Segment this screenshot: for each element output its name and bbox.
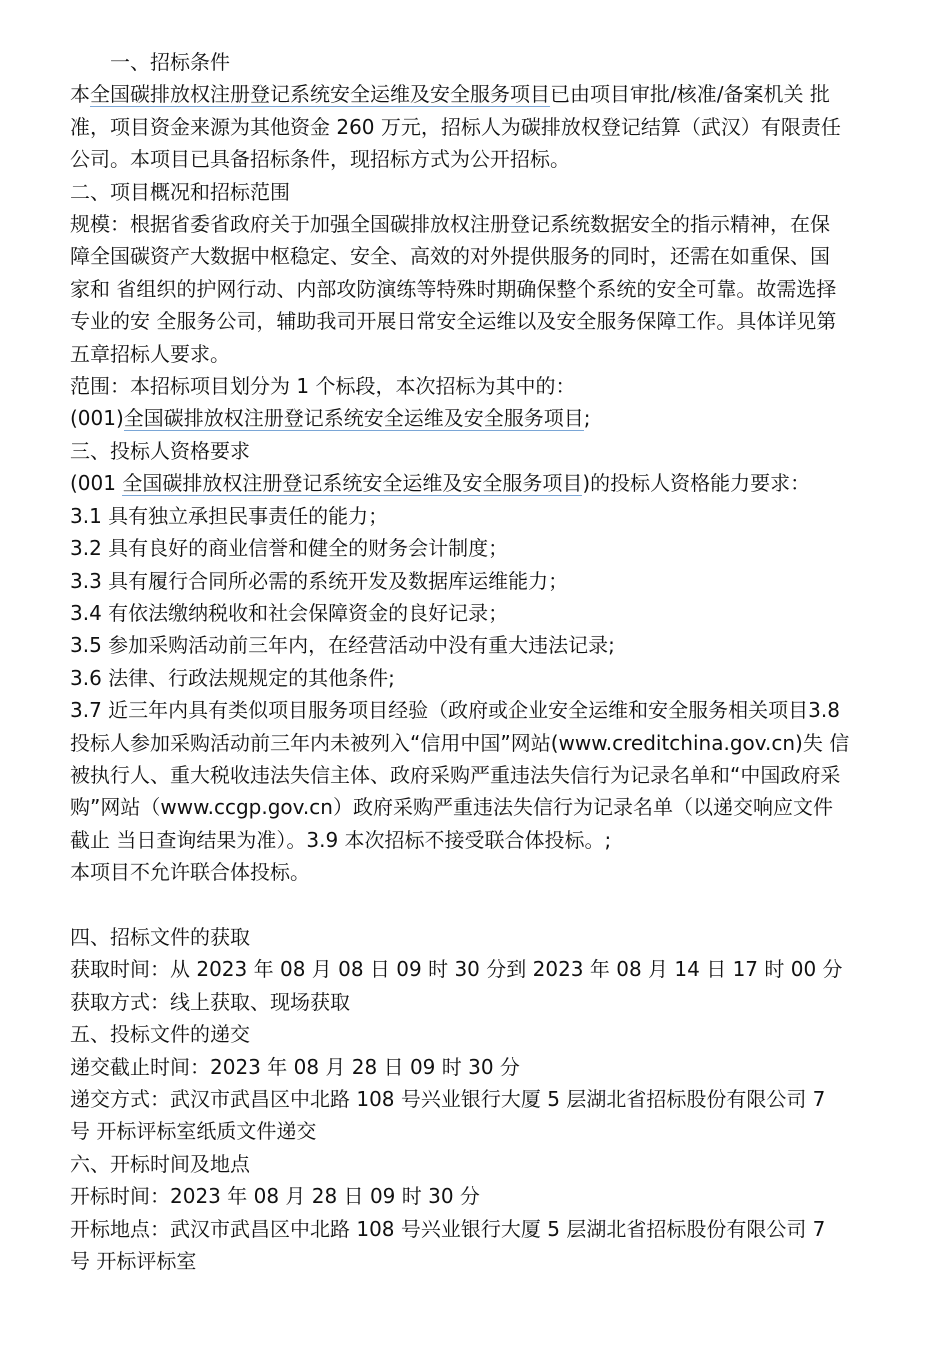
paragraph-line: 公司。本项目已具备招标条件，现招标方式为公开招标。 (70, 147, 570, 172)
paragraph-line: 规模：根据省委省政府关于加强全国碳排放权注册登记系统数据安全的指示精神，在保 (70, 212, 830, 237)
paragraph-line: 本项目不允许联合体投标。 (70, 860, 310, 885)
paragraph-line: 号 开标评标室纸质文件递交 (70, 1119, 317, 1144)
requirement-item: 3.2 具有良好的商业信誉和健全的财务会计制度； (70, 536, 509, 561)
project-name-link: 全国碳排放权注册登记系统安全运维及安全服务项目 (122, 471, 583, 496)
paragraph-line: (001 全国碳排放权注册登记系统安全运维及安全服务项目)的投标人资格能力要求： (70, 471, 811, 496)
paragraph-line: 获取时间：从 2023 年 08 月 08 日 09 时 30 分到 2023 年 08 月 14 日 17 时 00 分 (70, 957, 843, 982)
spacer (70, 889, 885, 921)
section-heading-bid-submission: 五、投标文件的递交 (70, 1022, 250, 1047)
requirement-item: 购”网站（www.ccgp.gov.cn）政府采购严重违法失信行为记录名单（以递交响应文件 (70, 795, 833, 820)
paragraph-line: 本全国碳排放权注册登记系统安全运维及安全服务项目已由项目审批/核准/备案机关 批 (70, 82, 830, 107)
paragraph-line: 递交截止时间：2023 年 08 月 28 日 09 时 30 分 (70, 1054, 520, 1079)
paragraph-line: 开标时间：2023 年 08 月 28 日 09 时 30 分 (70, 1184, 480, 1209)
document-page (70, 46, 885, 1277)
paragraph-line: 获取方式：线上获取、现场获取 (70, 989, 350, 1014)
section-heading-project-overview: 二、项目概况和招标范围 (70, 179, 290, 204)
paragraph-line: 五章招标人要求。 (70, 341, 230, 366)
requirement-item: 3.3 具有履行合同所必需的系统开发及数据库运维能力； (70, 568, 569, 593)
project-name-link: 全国碳排放权注册登记系统安全运维及安全服务项目 (123, 406, 584, 431)
paragraph-line: 递交方式：武汉市武昌区中北路 108 号兴业银行大厦 5 层湖北省招标股份有限公司 7 (70, 1086, 826, 1111)
project-name-link: 全国碳排放权注册登记系统安全运维及安全服务项目 (90, 82, 550, 107)
section-heading-qualifications: 三、投标人资格要求 (70, 438, 250, 463)
paragraph-line: 专业的安 全服务公司，辅助我司开展日常安全运维以及安全服务保障工作。具体详见第 (70, 309, 837, 334)
section-heading-bid-opening: 六、开标时间及地点 (70, 1151, 250, 1176)
paragraph-line: 范围：本招标项目划分为 1 个标段，本次招标为其中的： (70, 374, 576, 399)
paragraph-line: 家和 省组织的护网行动、内部攻防演练等特殊时期确保整个系统的安全可靠。故需选择 (70, 276, 837, 301)
section-heading-bidding-conditions: 一、招标条件 (110, 50, 230, 74)
requirement-item: 3.5 参加采购活动前三年内，在经营活动中没有重大违法记录; (70, 633, 615, 658)
requirement-item: 3.1 具有独立承担民事责任的能力； (70, 503, 389, 528)
section-heading-document-acquisition: 四、招标文件的获取 (70, 924, 250, 949)
requirement-item: 截止 当日查询结果为准）。3.9 本次招标不接受联合体投标。; (70, 827, 612, 852)
paragraph-line: 障全国碳资产大数据中枢稳定、安全、高效的对外提供服务的同时，还需在如重保、国 (70, 244, 830, 269)
requirement-item: 被执行人、重大税收违法失信主体、政府采购严重违法失信行为记录名单和“中国政府采 (70, 762, 841, 787)
requirement-item: 3.7 近三年内具有类似项目服务项目经验（政府或企业安全运维和安全服务相关项目3.8 (70, 698, 840, 723)
paragraph-line: 准，项目资金来源为其他资金 260 万元，招标人为碳排放权登记结算（武汉）有限责任 (70, 114, 841, 139)
paragraph-line: (001)全国碳排放权注册登记系统安全运维及安全服务项目; (70, 406, 591, 431)
requirement-item: 3.4 有依法缴纳税收和社会保障资金的良好记录； (70, 600, 509, 625)
requirement-item: 投标人参加采购活动前三年内未被列入“信用中国”网站(www.creditchina.gov.cn)失 信 (70, 730, 850, 755)
paragraph-line: 开标地点：武汉市武昌区中北路 108 号兴业银行大厦 5 层湖北省招标股份有限公司 7 (70, 1216, 826, 1241)
requirement-item: 3.6 法律、行政法规规定的其他条件; (70, 665, 395, 690)
paragraph-line: 号 开标评标室 (70, 1249, 197, 1274)
